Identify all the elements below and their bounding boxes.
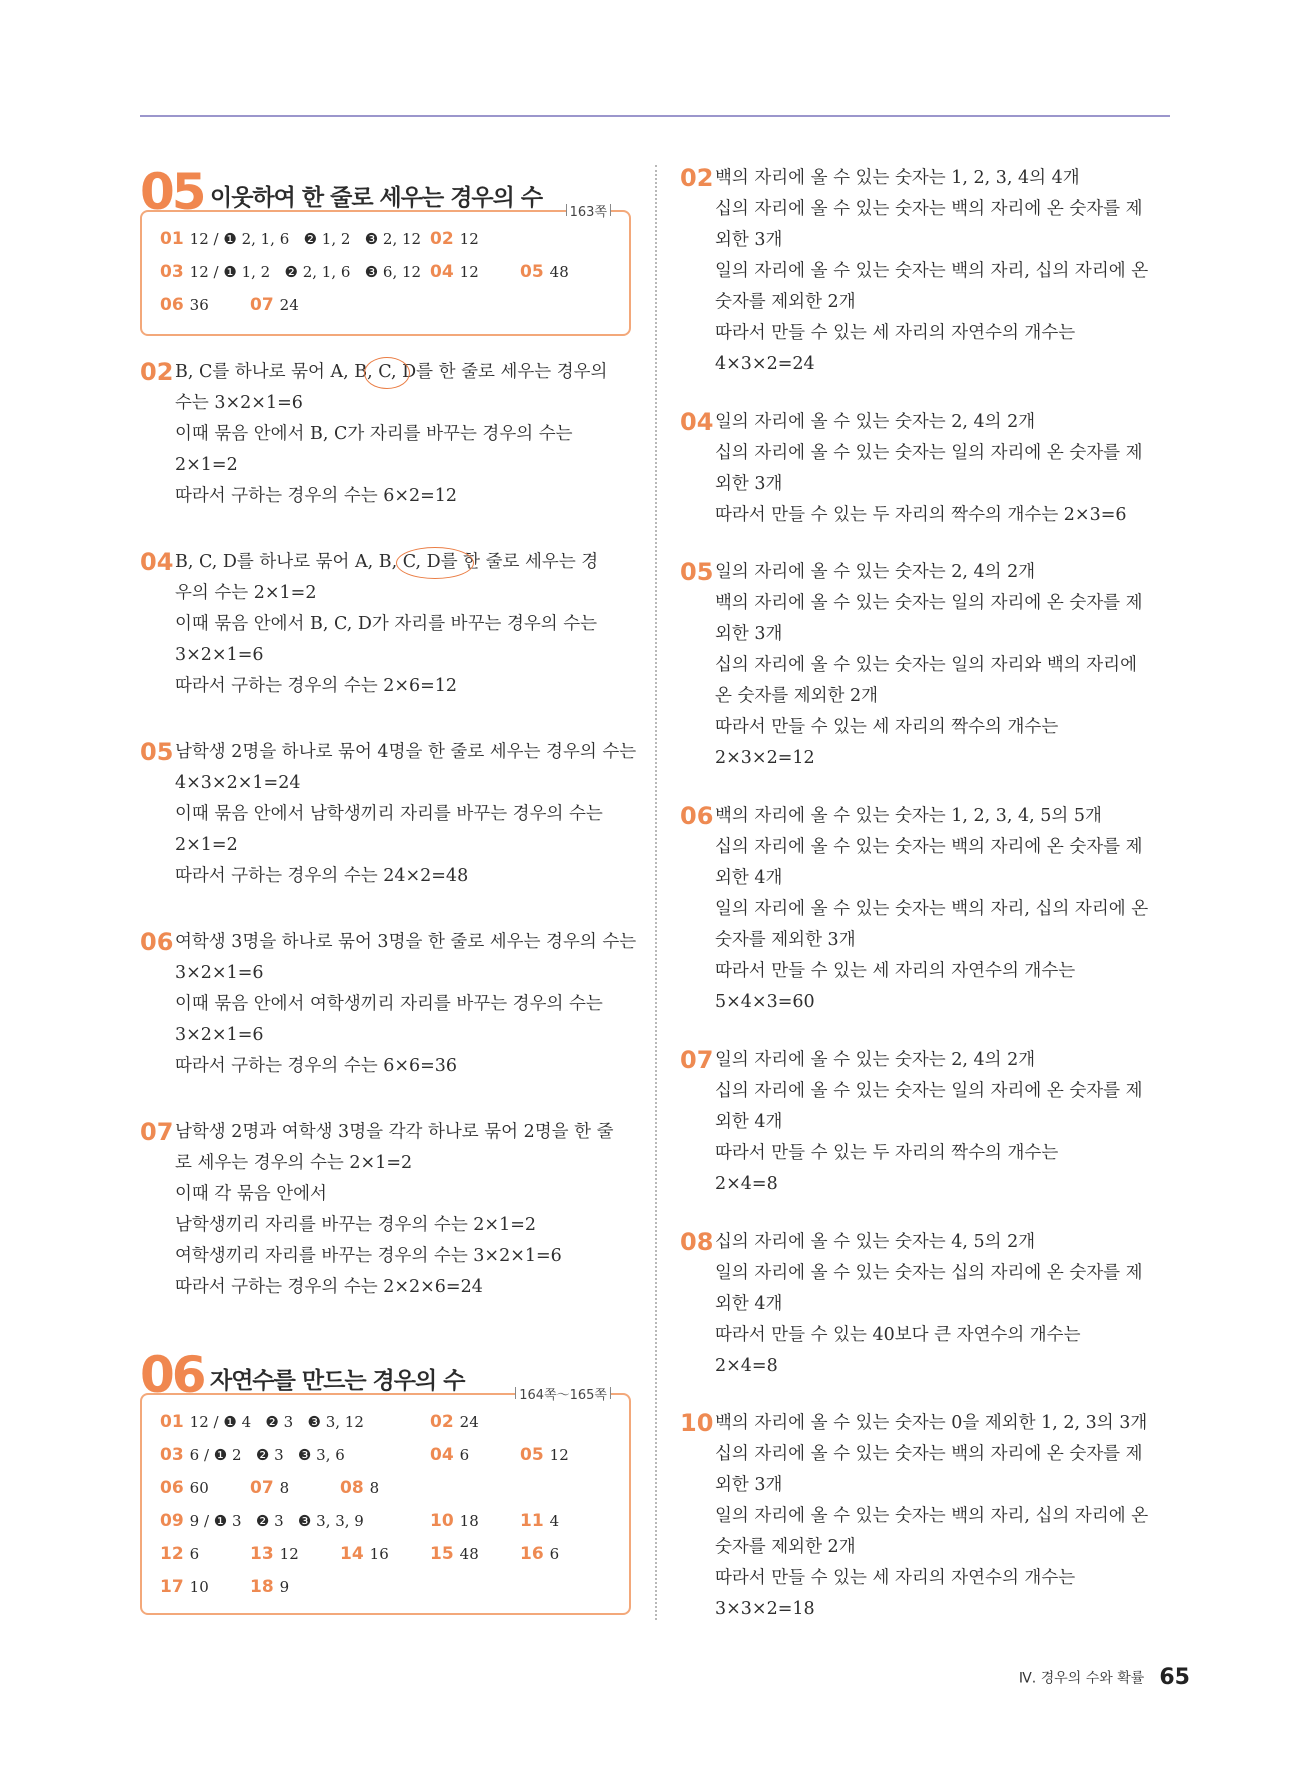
header-rule bbox=[140, 115, 1170, 117]
solution-line: 백의 자리에 올 수 있는 숫자는 일의 자리에 온 숫자를 제 bbox=[715, 593, 1143, 613]
solution-line: 남학생 2명과 여학생 3명을 각각 하나로 묶어 2명을 한 줄 bbox=[175, 1122, 614, 1142]
chapter-label: Ⅳ. 경우의 수와 확률 bbox=[1018, 1670, 1145, 1687]
answer-cell bbox=[160, 1407, 364, 1437]
solution-line: 2×1=2 bbox=[175, 835, 238, 855]
answer-row bbox=[160, 1506, 619, 1536]
solution-line: 이때 묶음 안에서 B, C가 자리를 바꾸는 경우의 수는 bbox=[175, 424, 573, 444]
answer-cell bbox=[430, 257, 479, 287]
answer-number: 08 bbox=[340, 1478, 364, 1498]
answer-number: 03 bbox=[160, 262, 184, 282]
answer-number: 07 bbox=[250, 1478, 274, 1498]
answer-value: 60 bbox=[189, 1479, 209, 1497]
answer-value: 12 bbox=[459, 230, 479, 248]
solution-line: 백의 자리에 올 수 있는 숫자는 0을 제외한 1, 2, 3의 3개 bbox=[715, 1413, 1148, 1433]
solution-line: 이때 묶음 안에서 여학생끼리 자리를 바꾸는 경우의 수는 bbox=[175, 994, 603, 1014]
answer-value: 18 bbox=[459, 1512, 479, 1530]
solution-line: 십의 자리에 올 수 있는 숫자는 백의 자리에 온 숫자를 제 bbox=[715, 199, 1143, 219]
answer-cell bbox=[520, 257, 569, 287]
answer-value: 36 bbox=[189, 296, 209, 314]
solution-line: 이때 각 묶음 안에서 bbox=[175, 1184, 327, 1204]
problem-number: 07 bbox=[680, 1046, 714, 1074]
page-footer bbox=[1019, 1665, 1190, 1690]
answer-number: 07 bbox=[250, 295, 274, 315]
solution-line: 5×4×3=60 bbox=[715, 992, 815, 1012]
answer-value: 12 / ❶ 4 ❷ 3 ❸ 3, 12 bbox=[189, 1413, 364, 1431]
answer-value: 9 bbox=[279, 1578, 290, 1596]
solution-line: 외한 4개 bbox=[715, 1294, 783, 1314]
answer-number: 05 bbox=[520, 262, 544, 282]
solution-line: 남학생끼리 자리를 바꾸는 경우의 수는 2×1=2 bbox=[175, 1215, 537, 1235]
solution-line: 외한 3개 bbox=[715, 1475, 783, 1495]
solution-line: 2×3×2=12 bbox=[715, 748, 815, 768]
answer-cell bbox=[430, 1440, 469, 1470]
problem-number: 02 bbox=[680, 164, 714, 192]
answer-value: 12 bbox=[279, 1545, 299, 1563]
answer-value: 24 bbox=[279, 296, 299, 314]
answer-number: 06 bbox=[160, 1478, 184, 1498]
solution-line: 일의 자리에 올 수 있는 숫자는 백의 자리, 십의 자리에 온 bbox=[715, 1506, 1149, 1526]
answer-row bbox=[160, 1473, 619, 1503]
problem-number: 05 bbox=[140, 738, 174, 766]
solution-line: 숫자를 제외한 2개 bbox=[715, 1537, 856, 1557]
solution-line: 여학생 3명을 하나로 묶어 3명을 한 줄로 세우는 경우의 수는 bbox=[175, 932, 637, 952]
solution-line: 3×2×1=6 bbox=[175, 963, 264, 983]
answer-number: 02 bbox=[430, 229, 454, 249]
answer-number: 16 bbox=[520, 1544, 544, 1564]
answer-value: 48 bbox=[459, 1545, 479, 1563]
solution-line: 십의 자리에 올 수 있는 숫자는 일의 자리에 온 숫자를 제 bbox=[715, 443, 1143, 463]
solution-line: 십의 자리에 올 수 있는 숫자는 4, 5의 2개 bbox=[715, 1232, 1036, 1252]
solution-line: 우의 수는 2×1=2 bbox=[175, 583, 317, 603]
solution-line: 외한 4개 bbox=[715, 1112, 783, 1132]
problem-number: 10 bbox=[680, 1409, 714, 1437]
section-number: 05 bbox=[140, 163, 204, 221]
section-title: 이웃하여 한 줄로 세우는 경우의 수 bbox=[210, 185, 543, 211]
answer-cell bbox=[430, 1539, 479, 1569]
solution-line: B, C를 하나로 묶어 A, B, C, D를 한 줄로 세우는 경우의 bbox=[175, 362, 608, 382]
answer-row bbox=[160, 1572, 619, 1602]
answer-cell bbox=[430, 1506, 479, 1536]
answer-number: 09 bbox=[160, 1511, 184, 1531]
solution-line: 백의 자리에 올 수 있는 숫자는 1, 2, 3, 4, 5의 5개 bbox=[715, 806, 1102, 826]
solution-line: 3×2×1=6 bbox=[175, 645, 264, 665]
answer-cell bbox=[160, 1572, 209, 1602]
answer-value: 48 bbox=[549, 263, 569, 281]
answer-number: 15 bbox=[430, 1544, 454, 1564]
solution-line: 이때 묶음 안에서 남학생끼리 자리를 바꾸는 경우의 수는 bbox=[175, 804, 603, 824]
problem-number: 04 bbox=[140, 548, 174, 576]
solution-line: 십의 자리에 올 수 있는 숫자는 백의 자리에 온 숫자를 제 bbox=[715, 837, 1143, 857]
solution-line: 일의 자리에 올 수 있는 숫자는 2, 4의 2개 bbox=[715, 412, 1036, 432]
solution-line: 따라서 구하는 경우의 수는 6×6=36 bbox=[175, 1056, 458, 1076]
solution-line: 2×4=8 bbox=[715, 1356, 778, 1376]
answer-value: 16 bbox=[369, 1545, 389, 1563]
solution-line: 따라서 만들 수 있는 세 자리의 자연수의 개수는 bbox=[715, 323, 1076, 343]
solution-line: 따라서 만들 수 있는 세 자리의 자연수의 개수는 bbox=[715, 1568, 1076, 1588]
solution-line: 일의 자리에 올 수 있는 숫자는 십의 자리에 온 숫자를 제 bbox=[715, 1263, 1143, 1283]
answer-number: 02 bbox=[430, 1412, 454, 1432]
answer-value: 8 bbox=[369, 1479, 380, 1497]
answer-cell bbox=[250, 1572, 289, 1602]
solution-line: 외한 3개 bbox=[715, 474, 783, 494]
answer-value: 12 / ❶ 1, 2 ❷ 2, 1, 6 ❸ 6, 12 bbox=[189, 263, 422, 281]
answer-number: 12 bbox=[160, 1544, 184, 1564]
answer-number: 17 bbox=[160, 1577, 184, 1597]
problem-number: 06 bbox=[680, 802, 714, 830]
answer-value: 6 bbox=[189, 1545, 200, 1563]
answer-cell bbox=[250, 290, 299, 320]
answer-value: 24 bbox=[459, 1413, 479, 1431]
answer-box-06 bbox=[140, 1388, 631, 1615]
column-divider bbox=[655, 165, 657, 1620]
solution-line: 숫자를 제외한 3개 bbox=[715, 930, 856, 950]
problem-number: 07 bbox=[140, 1118, 174, 1146]
answer-cell bbox=[520, 1539, 559, 1569]
answer-row bbox=[160, 257, 619, 287]
problem-number: 08 bbox=[680, 1228, 714, 1256]
circled-bcd-group bbox=[396, 547, 474, 579]
solution-line: 3×3×2=18 bbox=[715, 1599, 815, 1619]
answer-number: 10 bbox=[430, 1511, 454, 1531]
answer-cell bbox=[160, 224, 421, 254]
solution-line: 따라서 만들 수 있는 두 자리의 짝수의 개수는 2×3=6 bbox=[715, 505, 1127, 525]
answer-value: 12 / ❶ 2, 1, 6 ❷ 1, 2 ❸ 2, 12 bbox=[189, 230, 422, 248]
solution-line: 십의 자리에 올 수 있는 숫자는 일의 자리에 온 숫자를 제 bbox=[715, 1081, 1143, 1101]
solution-line: 십의 자리에 올 수 있는 숫자는 백의 자리에 온 숫자를 제 bbox=[715, 1444, 1143, 1464]
answer-row bbox=[160, 1440, 619, 1470]
answer-value: 12 bbox=[549, 1446, 569, 1464]
section-title: 자연수를 만드는 경우의 수 bbox=[210, 1368, 465, 1394]
answer-row bbox=[160, 1539, 619, 1569]
answer-cell bbox=[250, 1473, 289, 1503]
solution-line: 따라서 만들 수 있는 두 자리의 짝수의 개수는 bbox=[715, 1143, 1059, 1163]
page-reference: 163쪽 bbox=[566, 201, 611, 220]
solution-line: 일의 자리에 올 수 있는 숫자는 2, 4의 2개 bbox=[715, 1050, 1036, 1070]
solution-line: 따라서 구하는 경우의 수는 24×2=48 bbox=[175, 866, 469, 886]
answer-value: 12 bbox=[459, 263, 479, 281]
answer-value: 8 bbox=[279, 1479, 290, 1497]
solution-line: 수는 3×2×1=6 bbox=[175, 393, 303, 413]
solution-line: B, C, D를 하나로 묶어 A, B, C, D를 한 줄로 세우는 경 bbox=[175, 552, 599, 572]
solution-line: 2×4=8 bbox=[715, 1174, 778, 1194]
answer-number: 04 bbox=[430, 1445, 454, 1465]
page-reference: 164쪽～165쪽 bbox=[515, 1384, 611, 1403]
problem-number: 06 bbox=[140, 928, 174, 956]
answer-value: 6 bbox=[459, 1446, 470, 1464]
solution-line: 온 숫자를 제외한 2개 bbox=[715, 686, 879, 706]
solution-line: 따라서 구하는 경우의 수는 2×6=12 bbox=[175, 676, 458, 696]
answer-cell bbox=[520, 1506, 559, 1536]
problem-number: 05 bbox=[680, 558, 714, 586]
solution-line: 4×3×2=24 bbox=[715, 354, 815, 374]
answer-cell bbox=[160, 1539, 199, 1569]
answer-row bbox=[160, 1407, 619, 1437]
solution-line: 일의 자리에 올 수 있는 숫자는 2, 4의 2개 bbox=[715, 562, 1036, 582]
answer-value: 6 bbox=[549, 1545, 560, 1563]
problem-number: 04 bbox=[680, 408, 714, 436]
answer-cell bbox=[160, 1473, 209, 1503]
solution-line: 여학생끼리 자리를 바꾸는 경우의 수는 3×2×1=6 bbox=[175, 1246, 562, 1266]
answer-number: 18 bbox=[250, 1577, 274, 1597]
solution-line: 숫자를 제외한 2개 bbox=[715, 292, 856, 312]
answer-number: 01 bbox=[160, 229, 184, 249]
answer-row bbox=[160, 290, 619, 320]
answer-value: 6 / ❶ 2 ❷ 3 ❸ 3, 6 bbox=[189, 1446, 345, 1464]
answer-cell bbox=[340, 1539, 389, 1569]
solution-line: 따라서 구하는 경우의 수는 6×2=12 bbox=[175, 486, 458, 506]
problem-number: 02 bbox=[140, 358, 174, 386]
solution-line: 로 세우는 경우의 수는 2×1=2 bbox=[175, 1153, 413, 1173]
solution-line: 일의 자리에 올 수 있는 숫자는 백의 자리, 십의 자리에 온 bbox=[715, 899, 1149, 919]
answer-number: 04 bbox=[430, 262, 454, 282]
solution-line: 십의 자리에 올 수 있는 숫자는 일의 자리와 백의 자리에 bbox=[715, 655, 1137, 675]
answer-number: 06 bbox=[160, 295, 184, 315]
solution-line: 4×3×2×1=24 bbox=[175, 773, 301, 793]
solution-line: 외한 4개 bbox=[715, 868, 783, 888]
solution-line: 따라서 구하는 경우의 수는 2×2×6=24 bbox=[175, 1277, 483, 1297]
solution-line: 외한 3개 bbox=[715, 230, 783, 250]
answer-number: 03 bbox=[160, 1445, 184, 1465]
answer-row bbox=[160, 224, 619, 254]
circled-bc-group bbox=[364, 357, 410, 389]
solution-line: 따라서 만들 수 있는 40보다 큰 자연수의 개수는 bbox=[715, 1325, 1081, 1345]
answer-value: 4 bbox=[549, 1512, 560, 1530]
solution-line: 백의 자리에 올 수 있는 숫자는 1, 2, 3, 4의 4개 bbox=[715, 168, 1080, 188]
solution-line: 따라서 만들 수 있는 세 자리의 짝수의 개수는 bbox=[715, 717, 1059, 737]
answer-value: 9 / ❶ 3 ❷ 3 ❸ 3, 3, 9 bbox=[189, 1512, 364, 1530]
answer-box-05 bbox=[140, 205, 631, 336]
solution-line: 따라서 만들 수 있는 세 자리의 자연수의 개수는 bbox=[715, 961, 1076, 981]
section-number: 06 bbox=[140, 1346, 204, 1404]
answer-cell bbox=[160, 257, 421, 287]
answer-cell bbox=[160, 290, 209, 320]
answer-cell bbox=[160, 1506, 364, 1536]
solution-line: 남학생 2명을 하나로 묶어 4명을 한 줄로 세우는 경우의 수는 bbox=[175, 742, 637, 762]
answer-cell bbox=[520, 1440, 569, 1470]
answer-cell bbox=[430, 1407, 479, 1437]
solution-line: 3×2×1=6 bbox=[175, 1025, 264, 1045]
answer-cell bbox=[160, 1440, 345, 1470]
solution-line: 이때 묶음 안에서 B, C, D가 자리를 바꾸는 경우의 수는 bbox=[175, 614, 598, 634]
answer-number: 01 bbox=[160, 1412, 184, 1432]
answer-cell bbox=[250, 1539, 299, 1569]
answer-number: 05 bbox=[520, 1445, 544, 1465]
answer-number: 13 bbox=[250, 1544, 274, 1564]
answer-number: 14 bbox=[340, 1544, 364, 1564]
answer-value: 10 bbox=[189, 1578, 209, 1596]
answer-cell bbox=[430, 224, 479, 254]
answer-number: 11 bbox=[520, 1511, 544, 1531]
solution-line: 일의 자리에 올 수 있는 숫자는 백의 자리, 십의 자리에 온 bbox=[715, 261, 1149, 281]
solution-line: 외한 3개 bbox=[715, 624, 783, 644]
answer-cell bbox=[340, 1473, 379, 1503]
solution-line: 2×1=2 bbox=[175, 455, 238, 475]
page-number: 65 bbox=[1159, 1665, 1190, 1690]
